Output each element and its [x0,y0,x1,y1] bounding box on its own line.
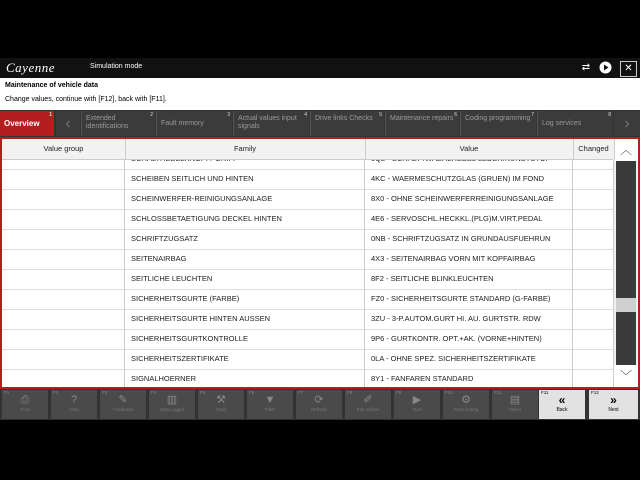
tab-bar [0,110,640,137]
family-cell: SCHRIFTZUGSATZ [125,229,365,249]
button-label: Tools [215,407,227,412]
tab-log-services[interactable] [537,111,613,136]
edit-icon: ✐ [363,394,373,406]
button-label: Start [412,407,422,412]
table-row[interactable] [2,369,614,387]
tools-icon: ⚒ [216,394,226,406]
value-group-cell [2,269,125,289]
changed-cell [573,169,614,189]
value-group-cell [2,309,125,329]
next-button[interactable] [589,390,639,419]
function-key-label: F3 [102,390,108,395]
changed-cell [573,369,614,387]
back-icon: « [558,393,566,407]
fault-finding-button[interactable] [443,390,490,419]
family-cell: SICHERHEITSGURTKONTROLLE [125,329,365,349]
document-icon: ▤ [509,394,521,406]
tab-label: Log services [542,120,582,127]
button-label: Data Logger [159,407,185,412]
tab-number: 8 [608,112,611,118]
tab-label: Overview [4,119,40,128]
button-label: Fault finding [453,407,479,412]
scroll-track[interactable] [616,161,636,365]
tab-number: 1 [49,112,52,118]
function-key-label: F11 [541,390,549,395]
column-header-value[interactable]: Value [365,139,574,159]
changed-cell [573,349,614,369]
tab-label: Maintenance repairs [390,115,454,122]
tab-overview[interactable] [0,111,54,136]
button-label: Refresh [311,407,327,412]
family-cell: SCHEINWERFER-REINIGUNGSANLAGE [125,189,365,209]
print-icon: ⎙ [20,394,30,406]
table-row[interactable] [2,329,614,350]
value-group-cell [2,369,125,387]
table-row[interactable] [2,189,614,210]
value-group-cell [2,349,125,369]
scroll-thumb[interactable] [616,298,636,312]
button-label: Help [69,407,79,412]
page-title: Maintenance of vehicle data [5,82,98,89]
table-row[interactable] [2,229,614,250]
tools-button[interactable] [198,390,245,419]
function-key-label: F4 [151,390,157,395]
family-cell: SICHERHEITSZERTIFIKATE [125,349,365,369]
scroll-down-icon[interactable]: ﹀ [614,365,638,387]
changed-cell [573,329,614,349]
tab-actual-values[interactable] [233,111,309,136]
instruction-text: Change values, continue with [F12], back with [F11]. [5,96,167,103]
tab-scroll-left-icon[interactable]: ‹ [56,111,80,136]
function-key-label: F9 [396,390,402,395]
tab-extended-identifications[interactable] [81,111,155,136]
value-group-cell [2,289,125,309]
button-label: Back [556,407,568,413]
feedback-icon: ✎ [118,394,128,406]
value-cell: 4KC - WAERMESCHUTZGLAS (GRUEN) IM FOND [365,169,573,189]
table-row[interactable] [2,309,614,330]
family-cell: SCHEIBEN SEITLICH UND HINTEN [125,169,365,189]
column-header-changed[interactable]: Changed [573,139,615,159]
help-button[interactable] [51,390,98,419]
table-row[interactable] [2,289,614,310]
info-panel [0,78,640,110]
function-key-label: F11 [494,390,502,395]
connection-icon[interactable]: ⇄ [581,62,591,73]
chart-icon: ▥ [166,394,178,406]
value-cell: 8F2 - SEITLICHE BLINKLEUCHTEN [365,269,573,289]
button-label: Filter [265,407,275,412]
changed-cell [573,309,614,329]
close-icon[interactable]: ✕ [620,61,637,77]
table-row[interactable] [2,169,614,190]
button-label: Feedback [113,407,133,412]
tab-label: Actual values input signals [238,115,297,130]
button-label: Print [20,407,30,412]
tab-label: Coding programming [465,115,531,122]
value-group-cell [2,329,125,349]
tab-scroll-right-icon[interactable]: › [614,111,640,136]
edit-values-button[interactable] [345,390,392,419]
tab-fault-memory[interactable] [156,111,232,136]
family-cell: SCHLOSSBETAETIGUNG DECKEL HINTEN [125,209,365,229]
value-cell: 0LA - OHNE SPEZ. SICHERHEITSZERTIFIKATE [365,349,573,369]
mode-label: Simulation mode [90,63,143,70]
value-cell: 8X0 - OHNE SCHEINWERFERREINIGUNGSANLAGE [365,189,573,209]
refresh-button[interactable] [296,390,343,419]
family-cell: SICHERHEITSGURTE (FARBE) [125,289,365,309]
start-icon: ▶ [412,394,422,406]
tab-label: Extended identifications [86,115,129,130]
changed-cell [573,249,614,269]
title-bar [0,58,640,78]
back-button[interactable] [539,390,586,419]
family-cell: SIGNALHOERNER [125,369,365,387]
function-key-label: F5 [200,390,206,395]
table-row[interactable] [2,209,614,230]
feedback-button[interactable] [100,390,147,419]
function-key-label: F10 [445,390,453,395]
tab-number: 5 [379,112,382,118]
changed-cell [573,269,614,289]
filter-button[interactable] [247,390,294,419]
value-cell: 0NB - SCHRIFTZUGSATZ IN GRUNDAUSFUEHRUN [365,229,573,249]
tab-number: 2 [150,112,153,118]
tab-number: 3 [227,112,230,118]
button-label: Next [608,407,619,413]
value-cell: 4X3 - SEITENAIRBAG VORN MIT KOPFAIRBAG [365,249,573,269]
changed-cell [573,209,614,229]
tab-label: Fault memory [161,120,204,127]
gear-icon: ⚙ [461,394,471,406]
value-group-cell [2,229,125,249]
value-cell: FZ0 - SICHERHEITSGURTE STANDARD (G-FARBE) [365,289,573,309]
tab-drive-links[interactable] [310,111,384,136]
table-row[interactable] [2,349,614,370]
value-cell: 8Y1 - FANFAREN STANDARD [365,369,573,387]
tab-coding-programming[interactable] [460,111,536,136]
table-row[interactable] [2,249,614,270]
family-cell: SEITENAIRBAG [125,249,365,269]
column-header-family[interactable]: Family [125,139,366,159]
value-group-cell [2,209,125,229]
tab-maintenance-repairs[interactable] [385,111,459,136]
scroll-up-icon[interactable]: ︿ [614,139,638,161]
print-button[interactable] [2,390,49,419]
value-cell: 9P6 - GURTKONTR. OPT.+AK. (VORNE+HINTEN) [365,329,573,349]
function-key-label: F1 [4,390,10,395]
tab-number: 7 [531,112,534,118]
next-icon: » [610,393,617,407]
button-label: Select [508,407,522,412]
changed-cell [573,229,614,249]
function-key-label: F6 [249,390,255,395]
button-label: Edit Values [356,407,380,412]
vertical-scrollbar[interactable] [614,139,638,387]
play-icon[interactable] [598,61,612,75]
select-button[interactable] [492,390,539,419]
changed-cell [573,189,614,209]
function-key-label: F2 [53,390,59,395]
value-cell: 4E6 - SERVOSCHL.HECKKL.(PLG)M.VIRT.PEDAL [365,209,573,229]
function-key-label: F7 [298,390,304,395]
refresh-icon: ⟳ [314,394,324,406]
function-key-label: F8 [347,390,353,395]
family-cell: SEITLICHE LEUCHTEN [125,269,365,289]
column-header-value-group[interactable]: Value group [2,139,126,159]
table-frame [0,137,640,389]
tab-number: 6 [454,112,457,118]
app-logo: Cayenne [6,60,55,75]
family-cell: SICHERHEITSGURTE HINTEN AUSSEN [125,309,365,329]
function-key-bar [0,389,640,420]
data-logger-button[interactable] [149,390,196,419]
value-group-cell [2,189,125,209]
table-row[interactable] [2,269,614,290]
help-icon: ? [70,394,78,406]
changed-cell [573,289,614,309]
function-key-label: F12 [591,390,599,395]
tab-number: 4 [304,112,307,118]
table-header [2,139,614,160]
filter-icon: ▼ [264,394,276,406]
vehicle-data-table [2,139,638,387]
value-group-cell [2,249,125,269]
tab-label: Drive links Checks [315,115,373,122]
value-group-cell [2,169,125,189]
start-button[interactable] [394,390,441,419]
value-cell: 3ZU - 3-P.AUTOM.GURT HI. AU. GURTSTR. RDW [365,309,573,329]
